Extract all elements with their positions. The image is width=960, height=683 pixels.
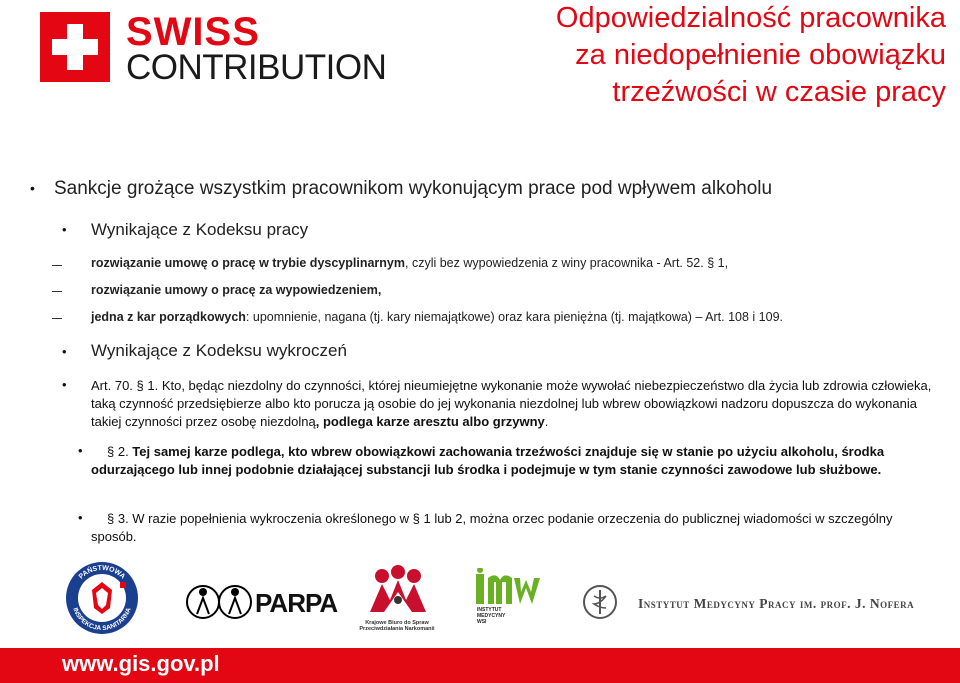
dash-icon (52, 318, 62, 319)
paragraph-text: Art. 70. § 1. Kto, będąc niezdolny do czynności, której nieumiejętne wykonanie może wywołać niebezpieczeństwo dla życia lub zdrowia człowieka, taką czynność przedsiębierze albo kto porucza ją osobie do jej wykonania niezdolnej lub wbrew obowiązkowi nadzoru dopuszcza do wykonania takiej czynności przez osobę niezdolną (91, 378, 932, 429)
list-item-bold: jedna z kar porządkowych (91, 310, 246, 324)
list-item (91, 310, 783, 324)
imw-logo-icon (474, 568, 542, 606)
imw-caption-line1: INSTYTUT (477, 607, 502, 613)
bullet-icon: • (78, 443, 83, 458)
main-heading: Sankcje grożące wszystkim pracownikom wykonującym prace pod wpływem alkoholu (54, 178, 773, 199)
svg-text:INSPEKCJA SANITARNA (71, 607, 132, 633)
footer-url[interactable]: www.gis.gov.pl (62, 651, 220, 676)
bullet-icon: • (78, 510, 83, 525)
paragraph-text: § 3. W razie popełnienia wykroczenia określonego w § 1 lub 2, można orzec podanie orzeczenia do publicznej wiadomości w szczególny sposób. (91, 511, 893, 544)
dash-icon (52, 291, 62, 292)
kbpn-caption-line2: Przeciwdziałania Narkomanii (359, 626, 435, 632)
footer-bar (0, 648, 960, 683)
list-item-text: : upomnienie, nagana (tj. kary niemajątkowe) oraz kara pieniężna (tj. majątkowa) – Art. 108 i 109. (245, 310, 784, 324)
section1-title: Wynikające z Kodeksu pracy (91, 220, 309, 239)
bullet-icon: • (62, 377, 67, 392)
list-item-bold: rozwiązanie umowę o pracę w trybie dyscyplinarnym (91, 256, 405, 270)
logo-line1: SWISS (126, 10, 260, 54)
figures-icon (185, 568, 255, 636)
imw-caption-line3: WSI (477, 619, 487, 625)
swiss-contribution-logo (40, 12, 400, 92)
article-paragraph-1 (91, 377, 941, 431)
gis-text-bottom: INSPEKCJA SANITARNA (71, 606, 133, 633)
paragraph-end: . (544, 414, 549, 429)
gis-text-top: PAŃSTWOWA (77, 564, 127, 581)
svg-text:PAŃSTWOWA (78, 565, 126, 581)
title-line3: trzeźwości w czasie pracy (612, 76, 946, 108)
bullet-icon: • (30, 180, 35, 196)
article-paragraph-3 (91, 510, 941, 546)
list-item-text: , czyli bez wypowiedzenia z winy pracownika - Art. 52. § 1, (405, 256, 729, 270)
paragraph-bold: Tej samej karze podlega, kto wbrew obowiązkowi zachowania trzeźwości znajduje się w stanie po użyciu alkoholu, środka odurzającego lub innej podobnie działającej substancji lub środka i podejmuje w tym stanie czynności zawodowe lub służbowe. (91, 444, 885, 477)
paragraph-bold: , podlega karze aresztu albo grzywny (315, 414, 545, 429)
list-item (91, 283, 381, 297)
title-line2: za niedopełnienie obowiązku (575, 39, 946, 71)
parpa-logo: PARPA (255, 588, 338, 618)
list-item (91, 256, 728, 270)
kbpn-caption (356, 620, 438, 632)
bullet-icon: • (62, 222, 67, 237)
bullet-icon: • (62, 344, 67, 359)
nofer-emblem-icon (582, 584, 618, 620)
nofer-logo-text: Instytut Medycyny Pracy im. prof. J. Nofera (638, 596, 915, 611)
imw-caption-line2: MEDYCYNY (477, 613, 506, 619)
article-paragraph-2 (91, 443, 941, 479)
slide-title (476, 0, 946, 111)
partner-logos (0, 558, 960, 638)
gis-emblem-text (64, 560, 140, 636)
paragraph-prefix: § 2. (107, 444, 133, 459)
section2-title: Wynikające z Kodeksu wykroczeń (91, 341, 347, 360)
dash-icon (52, 265, 62, 266)
kbpn-caption-line1: Krajowe Biuro do Spraw (365, 620, 429, 626)
imw-caption (477, 607, 505, 625)
list-item-bold: rozwiązanie umowy o pracę za wypowiedzeniem, (91, 283, 382, 297)
kbpn-logo-icon (360, 562, 435, 620)
swiss-cross-icon (40, 12, 110, 82)
logo-line2: CONTRIBUTION (126, 48, 387, 87)
title-line1: Odpowiedzialność pracownika (555, 2, 946, 34)
